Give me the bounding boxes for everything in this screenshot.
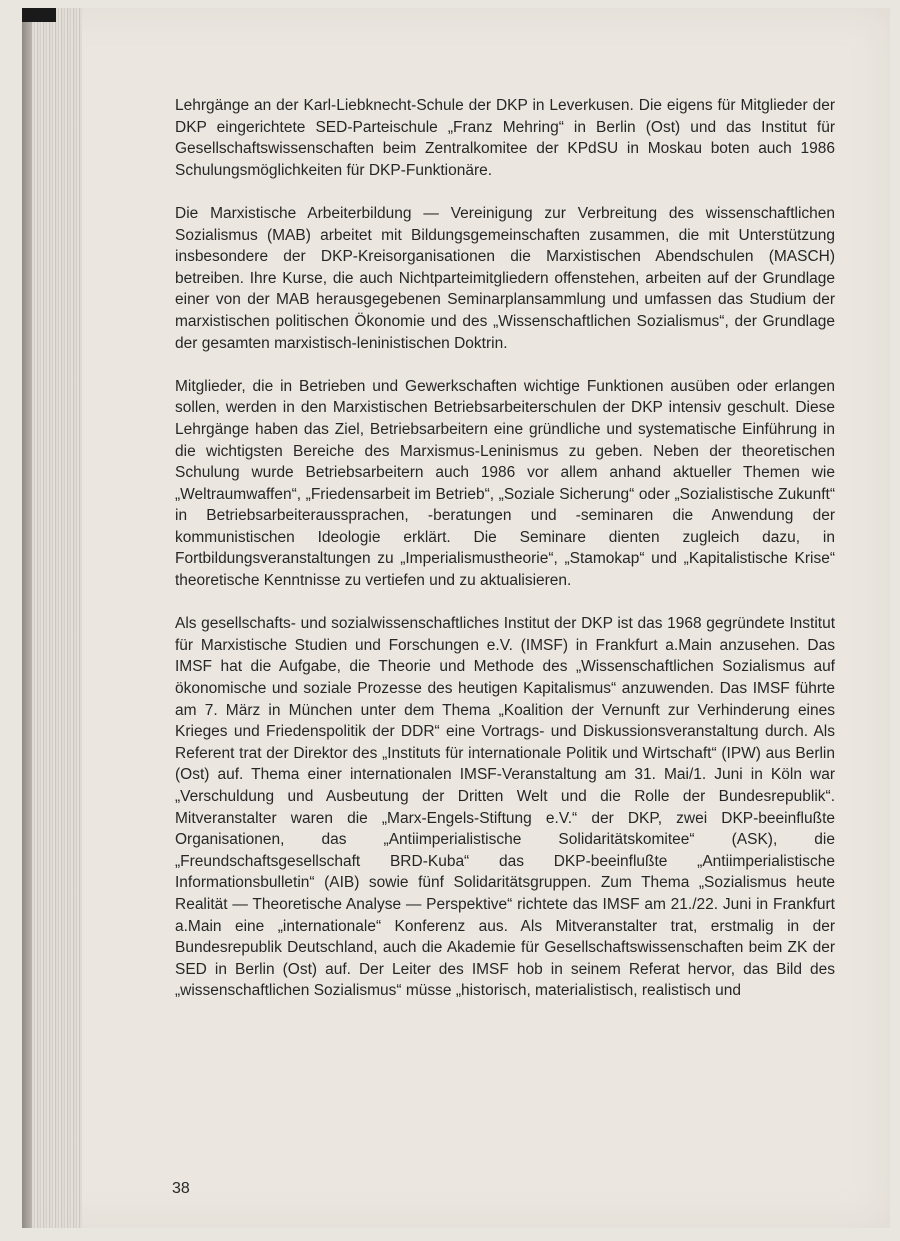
page-number: 38 bbox=[172, 1180, 190, 1197]
scan-corner-mark bbox=[22, 8, 56, 22]
paragraph: Als gesellschafts- und sozialwissenschaftliches Institut der DKP ist das 1968 gegründete Institut für Marxistische Studien und Forschungen e.V. (IMSF) in Frankfurt a.Main anzusehen. Das IMSF hat die Aufgabe, die Theorie und Methode des „Wissenschaftlichen Sozialismus auf ökonomische und soziale Prozesse des heutigen Kapitalismus“ anzuwenden. Das IMSF führte am 7. März in München unter dem Thema „Koalition der Vernunft zur Verhinderung eines Krieges und Friedenspolitik der DDR“ eine Vortrags- und Diskussionsveranstaltung durch. Als Referent trat der Direktor des „Instituts für internationale Politik und Wirtschaft“ (IPW) aus Berlin (Ost) auf. Thema einer internationalen IMSF-Veranstaltung am 31. Mai/1. Juni in Köln war „Verschuldung und Ausbeutung der Dritten Welt und die Rolle der Bundesrepublik“. Mitveranstalter waren die „Marx-Engels-Stiftung e.V.“ der DKP, zwei DKP-beeinflußte Organisationen, das „Antiimperialistische Solidaritätskomitee“ (ASK), die „Freundschaftsgesellschaft BRD-Kuba“ das DKP-beeinflußte „Antiimperialistische Informationsbulletin“ (AIB) sowie fünf Solidaritätsgruppen. Zum Thema „Sozialismus heute Realität — Theoretische Analyse — Perspektive“ richtete das IMSF am 21./22. Juni in Frankfurt a.Main eine „internationale“ Konferenz aus. Als Mitveranstalter trat, erstmalig in der Bundesrepublik Deutschland, auch die Akademie für Gesellschaftswissenschaften beim ZK der SED in Berlin (Ost) auf. Der Leiter des IMSF hob in seinem Referat hervor, das Bild des „wissenschaftlichen Sozialismus“ müsse „historisch, materialistisch, realistisch und bbox=[175, 615, 835, 1000]
paragraph: Lehrgänge an der Karl-Liebknecht-Schule der DKP in Leverkusen. Die eigens für Mitglieder der DKP eingerichtete SED-Parteischule „Franz Mehring“ in Berlin (Ost) und das Institut für Gesellschaftswissenschaften beim Zentralkomitee der KPdSU in Moskau boten auch 1986 Schulungsmöglichkeiten für DKP-Funktionäre. bbox=[175, 97, 835, 179]
book-binding bbox=[22, 8, 32, 1228]
paragraph: Mitglieder, die in Betrieben und Gewerkschaften wichtige Funktionen ausüben oder erlangen sollen, werden in den Marxistischen Betriebsarbeiterschulen der DKP intensiv geschult. Diese Lehrgänge haben das Ziel, Betriebsarbeitern eine gründliche und systematische Einführung in die wichtigsten Bereiche des Marxismus-Leninismus zu geben. Neben der theoretischen Schulung wurde Betriebsarbeitern auch 1986 vor allem anhand aktueller Themen wie „Weltraumwaffen“, „Friedensarbeit im Betrieb“, „Soziale Sicherung“ oder „Sozialistische Zukunft“ in Betriebsarbeiteraussprachen, -beratungen und -seminaren die Anwendung der kommunistischen Ideologie erklärt. Die Seminare dienten zugleich dazu, in Fortbildungsveranstaltungen zu „Imperialismustheorie“, „Stamokap“ und „Kapitalistische Krise“ theoretische Kenntnisse zu vertiefen und zu aktualisieren. bbox=[175, 377, 835, 590]
paragraph: Die Marxistische Arbeiterbildung — Vereinigung zur Verbreitung des wissenschaftlichen Sozialismus (MAB) arbeitet mit Bildungsgemeinschaften zusammen, die mit Unterstützung insbesondere der DKP-Kreisorganisationen die Marxistischen Abendschulen (MASCH) betreiben. Ihre Kurse, die auch Nichtparteimitgliedern offenstehen, arbeiten auf der Grundlage einer von der MAB herausgegebenen Seminarplansammlung und umfassen das Studium der marxistischen politischen Ökonomie und des „Wissenschaftlichen Sozialismus“, der Grundlage der gesamten marxistisch-leninistischen Doktrin. bbox=[175, 204, 835, 352]
body-text bbox=[175, 95, 835, 1024]
